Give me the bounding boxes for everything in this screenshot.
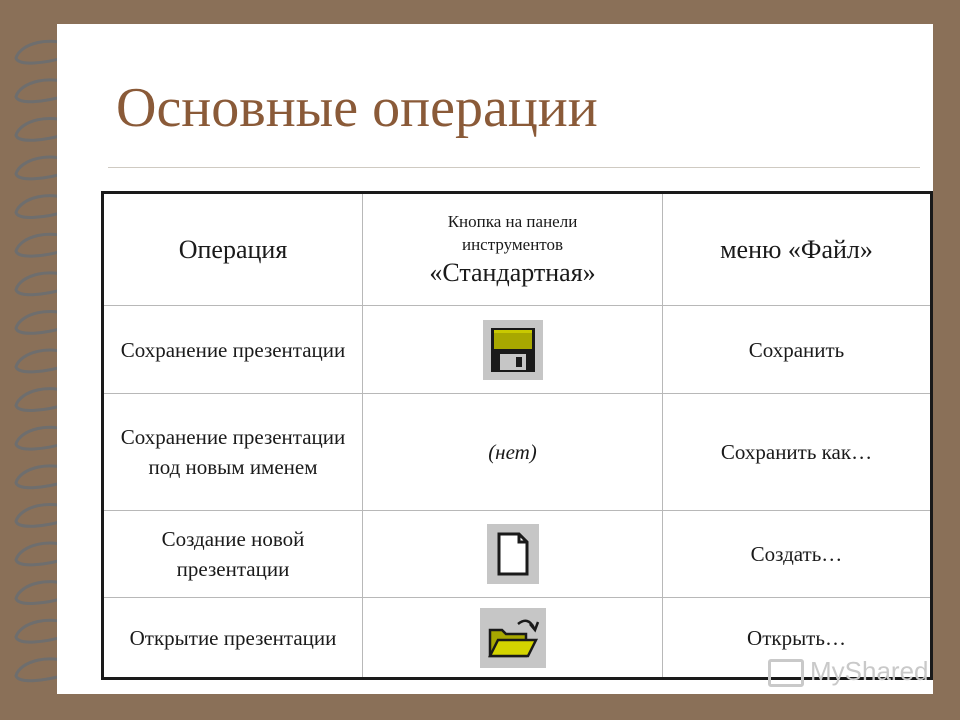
table-row: [103, 511, 932, 598]
row-button: [363, 306, 663, 394]
row-button: [363, 511, 663, 598]
header-toolbar-button: [363, 193, 663, 306]
row-operation: Сохранение презентации: [103, 306, 363, 394]
row-menu: Создать…: [663, 511, 932, 598]
watermark-logo: [768, 656, 929, 687]
open-folder-icon: [480, 608, 546, 668]
floppy-disk-icon: [483, 320, 543, 380]
table-row: [103, 394, 932, 511]
watermark-text: MyShared: [810, 656, 929, 686]
table-row: [103, 306, 932, 394]
row-menu: Сохранить: [663, 306, 932, 394]
no-button-text: (нет): [488, 439, 537, 464]
header-button-line3: «Стандартная»: [429, 257, 596, 287]
row-button: [363, 598, 663, 679]
header-button-line1: Кнопка на панели: [447, 211, 578, 231]
header-button-line2: инструментов: [461, 234, 564, 254]
row-menu: Открыть…: [663, 598, 932, 679]
new-document-icon: [487, 524, 539, 584]
slide-title: Основные операции: [116, 77, 598, 139]
row-operation: Открытие презентации: [103, 598, 363, 679]
watermark-icon: [768, 659, 804, 687]
row-operation: Сохранение презентации под новым именем: [103, 394, 363, 511]
header-file-menu: меню «Файл»: [663, 193, 932, 306]
row-menu: Сохранить как…: [663, 394, 932, 511]
row-operation: Создание новой презентации: [103, 511, 363, 598]
operations-table: [101, 191, 933, 680]
table-header-row: [103, 193, 932, 306]
title-divider: [108, 167, 920, 168]
row-button: [363, 394, 663, 511]
header-operation: Операция: [103, 193, 363, 306]
